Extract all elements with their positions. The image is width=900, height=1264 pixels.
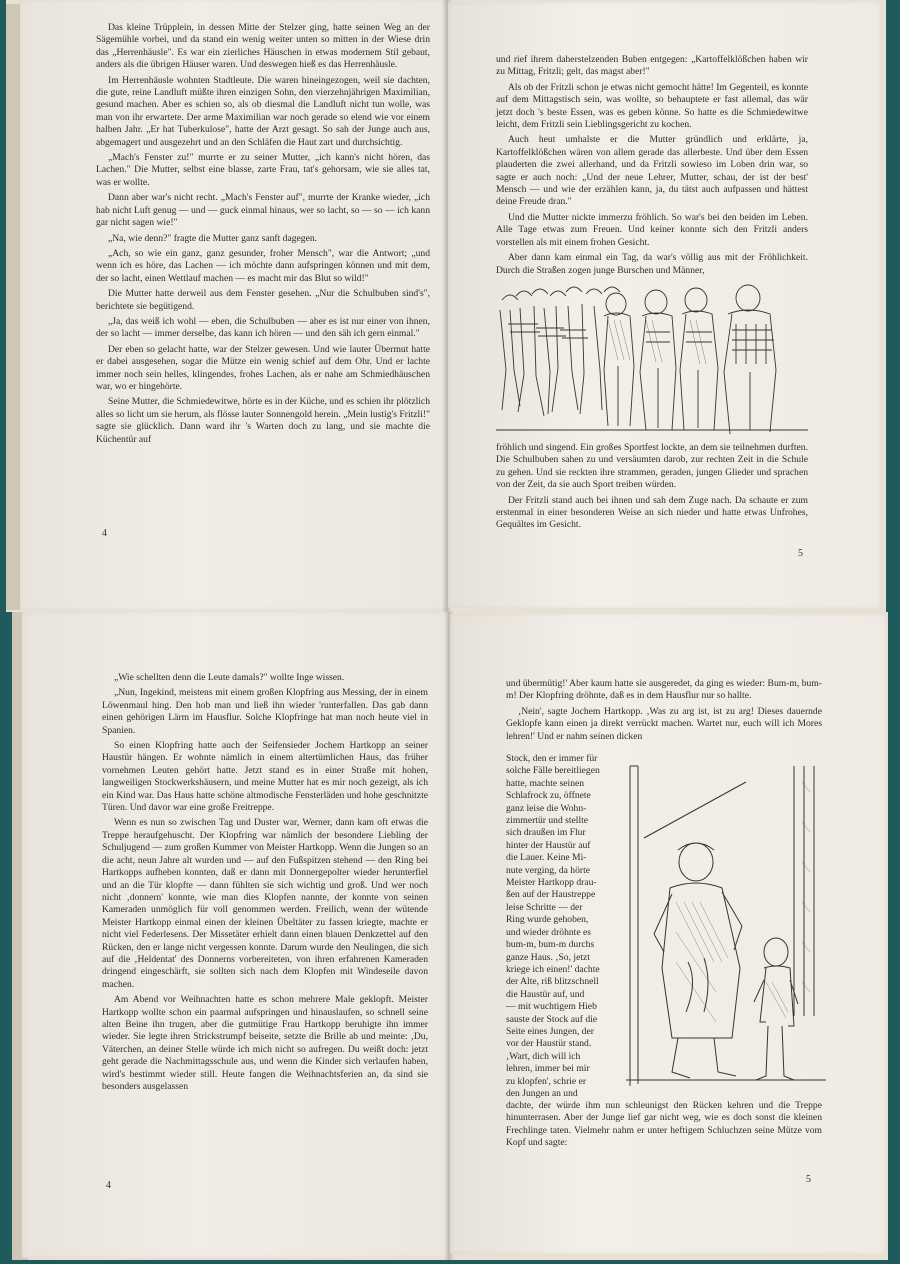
text-line: hatte, machte seinen xyxy=(506,777,585,789)
bottom-right-text-top xyxy=(506,678,822,746)
paragraph: „Nun, Ingekind, meistens mit einem großen Klopfring aus Messing, der in einem Löwenmaul hing. Den hob man und ließ ihn wieder 'runterfallen. Das gab dann einen gehörigen Lärm im Hausflur. Solche Klopfringe hat man noch heute viel in Spanien. xyxy=(102,687,428,736)
bottom-right-page xyxy=(450,614,886,1254)
paragraph: dachte, der würde ihm nun schleunigst den Rücken kehren und die Treppe hinunterrasen. Aber der Junge lief gar nicht weg, wie es doch sonst die kleinen Frechlinge taten. Vielmehr nahm er unter heftigem Schluchzen seine Mütze vom Kopf und sagte: xyxy=(506,1100,822,1149)
paragraph: und übermütig!' Aber kaum hatte sie ausgeredet, da ging es wieder: Bum-m, bum-m! Der Klopfring dröhnte, daß es in dem Hausflur nur so hallte. xyxy=(506,678,822,702)
top-left-text xyxy=(96,22,430,449)
top-right-page xyxy=(448,2,880,608)
paragraph: Der eben so gelacht hatte, war der Stelzer gewesen. Und wie lauter Übermut hatte er dabei ausgesehen, sogar die Mütze ein wenig schief auf dem Ohr. Und er lachte immer noch sein helles, klingendes, frohes Lachen, als er nahe am Schmiedhäuschen war, wo er hingehörte. xyxy=(96,343,430,392)
paragraph: Im Herrenhäusle wohnten Stadtleute. Die waren hineingezogen, weil sie dachten, die gute, reine Landluft müßte ihren einzigen Sohn, den vierzehnjährigen Maximilian, gesund machen. Aber es schien so, als ob diesmal die Landluft nicht tun wolle, was man von ihr erwartete. Der arme Maximilian war noch gerade so elend wie vor einem halben Jahr. „Er hat Tuberkulose", hatte der Arzt gesagt. So sah der Junge auch aus, abgemagert und ausgezehrt und an den Schläfen die Haut zart und durchsichtig. xyxy=(96,74,430,148)
paragraph: Am Abend vor Weihnachten hatte es schon mehrere Male geklopft. Meister Hartkopp wollte schon ein paarmal aufspringen und hinauslaufen, so schnell seine alten Beine ihn trugen, aber die gutmütige Frau Hartkopp beruhigte ihn immer wieder. Sie legte ihren Strickstrumpf beiseite, setzte die Brille ab und meinte: ‚Du, Väterchen, an deiner Stelle würde ich mich nicht so aufregen. Du weißt doch: jetzt geht gerade die Nachmittagsschule aus, und wenn die Kinder sich verlaufen haben, wird's bestimmt wieder still. Heute fangen die Weihnachtsferien an, da sind sie besonders ausgelassen xyxy=(102,994,428,1092)
page-number: 5 xyxy=(798,548,803,559)
paragraph: Aber dann kam einmal ein Tag, da war's völlig aus mit der Fröhlichkeit. Durch die Straßen zogen junge Burschen und Männer, xyxy=(496,252,808,276)
bottom-right-text-bottom xyxy=(506,1100,822,1153)
paragraph: Und die Mutter nickte immerzu fröhlich. So war's bei den beiden im Leben. Alle Tage etwas zum Freuen. Und keiner konnte sich den Fritzli anders vorstellen als mit einem frohen Gesicht. xyxy=(496,211,808,248)
text-line: hinter der Haustür auf xyxy=(506,839,591,851)
text-line: kriege ich einen!' dachte xyxy=(506,963,600,975)
text-line: solche Fälle bereitliegen xyxy=(506,765,600,777)
text-line: den Jungen an und xyxy=(506,1087,578,1099)
page-number: 4 xyxy=(106,1180,111,1191)
paragraph: Das kleine Trüpplein, in dessen Mitte der Stelzer ging, hatte seinen Weg an der Sägemühle vorbei, und da stand ein wenig weiter unten so mitten in der Wiese drin das „Herrenhäusle". Es war ein zierliches Häuschen in etwas modernem Stil gebaut, anders als die übrigen Häuser waren. Und deswegen hieß es das Herrenhäusle. xyxy=(96,22,430,71)
text-line: Seite eines Jungen, der xyxy=(506,1025,594,1037)
paragraph: fröhlich und singend. Ein großes Sportfest lockte, an dem sie teilnehmen durften. Die Schulbuben sahen zu und versäumten darob, zur rechten Zeit in die Schule zu gehen. Und sie reckten ihre strammen, geraden, jungen Glieder und sprachen von der Zeit, da sie auch Sport treiben würden. xyxy=(496,442,808,491)
paragraph: „Ach, so wie ein ganz, ganz gesunder, froher Mensch", war die Antwort; „und wenn ich es höre, das Lachen — ich möchte dann aufspringen können und mit dem, der so lacht, einen Wettlauf machen — es macht mir das Blut so wild!" xyxy=(96,247,430,284)
top-left-page xyxy=(20,0,448,610)
text-line: der Alte, riß blitzschnell xyxy=(506,976,599,988)
paragraph: Als ob der Fritzli schon je etwas nicht gemocht hätte! Im Gegenteil, es konnte auf dem Mittagstisch sein, was wollte, so behauptete er fast allemal, das wär jetzt doch 's beste Essen, was es geben könne. So hatte es die Schmiedewitwe leicht, dem Fritzli sein Lieblingsgericht zu kochen. xyxy=(496,81,808,131)
text-line: Ring wurde gehoben, xyxy=(506,914,589,926)
text-line: nute verging, da hörte xyxy=(506,864,591,876)
paragraph: Auch heut umhalste er die Mutter gründlich und erklärte, ja, Kartoffelklößchen wären von allem gerade das allerbeste. Und über dem Essen plauderten die zwei allerhand, und da Fritzli sowieso im Loben drin war, so sagte er auch noch: „Und der neue Lehrer, Mutter, schau, der ist der best' Mensch — und wie der erzählen kann, ja, du tätst auch aufpassen und hättest deine Freude dran." xyxy=(496,134,808,208)
text-line: vor der Haustür stand. xyxy=(506,1038,592,1050)
paragraph: So einen Klopfring hatte auch der Seifensieder Jochem Hartkopp an seiner Haustür hängen. Er wohnte nämlich in einem altertümlichen Haus, das früher vornehmen Leuten gehört hatte. Jetzt stand es in einer Straße mit hohen, langweiligen Stockwerkshäusern, und meine Mutter hat es mir noch gezeigt, als ich ein Kind war. Das Haus hatte schöne altmodische Fensterläden und hohe geschnitzte Türen. Und davor war eine große Freitreppe. xyxy=(102,740,428,814)
paragraph: Der Fritzli stand auch bei ihnen und sah dem Zuge nach. Da schaute er zum erstenmal in einer besonderen Weise an sich nieder und hatte etwas Unfrohes, Gequältes im Gesicht. xyxy=(496,494,808,531)
paragraph: Seine Mutter, die Schmiedewitwe, hörte es in der Küche, und es schien ihr plötzlich alles so licht um sie herum, als flösse lauter Sonnengold herein. „Mein lustig's Fritzli!" sagte sie glücklich. Dann ward ihr 's Warten doch zu lang, und sie machte die Küchentür auf xyxy=(96,396,430,445)
text-line: Stock, den er immer für xyxy=(506,753,598,764)
text-line: ganz leise die Wohn- xyxy=(506,802,587,814)
paragraph: und rief ihrem daherstelzenden Buben entgegen: „Kartoffelklößchen haben wir zu Mittag, Fritzli; gelt, das magst aber!" xyxy=(496,54,808,78)
text-line: sauste der Stock auf die xyxy=(506,1013,598,1025)
text-line: sich draußen im Flur xyxy=(506,827,586,839)
paragraph: Die Mutter hatte derweil aus dem Fenster gesehen. „Nur die Schulbuben sind's", berichtete sie begütigend. xyxy=(96,288,430,312)
text-line: zu klopfen', schrie er xyxy=(506,1075,587,1087)
bottom-booklet xyxy=(12,612,888,1260)
text-line: ßen auf der Haustreppe xyxy=(506,889,596,901)
paragraph: „Na, wie denn?" fragte die Mutter ganz sanft dagegen. xyxy=(108,232,318,244)
bottom-left-page xyxy=(22,612,450,1258)
text-line: die Lauer. Keine Mi- xyxy=(506,852,587,864)
text-line: Schlafrock zu, öffnete xyxy=(506,790,591,802)
paragraph: Dann aber war's nicht recht. „Mach's Fenster auf", murrte der Kranke wieder, „ich hab nicht Luft genug — und — guck einmal hinaus, wer so lacht, so — so — ich kann gar nicht sagen wie!" xyxy=(96,192,430,229)
text-line: — mit wuchtigem Hieb xyxy=(506,1001,597,1013)
top-right-text-top xyxy=(496,54,808,280)
text-line: lehren, immer bei mir xyxy=(506,1063,590,1075)
text-line: ‚Wart, dich will ich xyxy=(506,1050,581,1062)
page-number: 5 xyxy=(806,1174,811,1185)
page-number: 4 xyxy=(102,528,107,539)
hartkopp-illustration xyxy=(626,762,826,1090)
paragraph: „Mach's Fenster zu!" murrte er zu seiner Mutter, „ich kann's nicht hören, das Lachen." Die Mutter, selbst eine blasse, zarte Frau, tat's gehorsam, wie sie alles tat, was er wollte. xyxy=(96,152,430,188)
paragraph: „Wie schellten denn die Leute damals?" wollte Inge wissen. xyxy=(114,672,345,683)
top-booklet xyxy=(6,0,886,612)
paragraph: „Ja, das weiß ich wohl — eben, die Schulbuben — aber es ist nur einer von ihnen, der so lacht — immer derselbe, das kann ich hören — und den säh ich gern einmal." xyxy=(96,315,430,340)
paragraph: ‚Nein', sagte Jochem Hartkopp. ‚Was zu arg ist, ist zu arg! Dieses dauernde Geklopfe kann einen ja direkt verrückt machen. Wartet nur, euch will ich Mores lehren!' Und er nahm seinen dicken xyxy=(506,705,822,742)
text-line: die Haustür auf, und xyxy=(506,988,585,1000)
bottom-right-side-text xyxy=(506,753,618,1100)
text-line: zimmertür und stellte xyxy=(506,815,589,827)
text-line: und wieder dröhnte es xyxy=(506,926,591,938)
sportfest-illustration xyxy=(496,280,808,438)
bottom-left-text xyxy=(102,672,428,1096)
paragraph: Wenn es nun so zwischen Tag und Duster war, Werner, dann kam oft etwas die Treppe heraufgehuscht. Der Klopfring war nämlich der besondere Liebling der Schuljugend — zum großen Kummer von Meister Hartkopp. Wenn die Jungen so an die acht, neun Jahre alt wurden und — auf den Fußspitzen stehend — den Ring bei Hartkopps aufheben konnten, daß er dann mit Donnergepolter wieder herunterfiel und an die Tür klopfte — dann fühlten sie sich wichtig und groß. Und wer noch nicht ‚donnern' konnte, wie man dies Klopfen nannte, der konnte von seinen Kameraden unmöglich für voll genommen werden. Freilich, wenn der wütende Meister Hartkopp einmal einen der kleinen Übeltäter zu fassen kriegte, machte er nicht viel Federlesens. Der Missetäter erhielt dann einen blauen Denkzettel auf den Rücken, den er lange nicht vergessen konnte. Darum wurde den Neulingen, die sich auf die ‚Heldentat' des Donnerns vorbereiteten, von ihren erfahrenen Kameraden dringend eingeschärft, sie sollten sich nach dem Klopfen mit Windeseile davon machen. xyxy=(102,817,428,990)
top-right-text-bottom xyxy=(496,442,808,535)
text-line: ganze Haus. ‚So, jetzt xyxy=(506,951,590,963)
text-line: bum-m, bum-m durchs xyxy=(506,939,595,951)
text-line: Meister Hartkopp drau- xyxy=(506,877,597,889)
text-line: leise Schritte — der xyxy=(506,901,583,913)
